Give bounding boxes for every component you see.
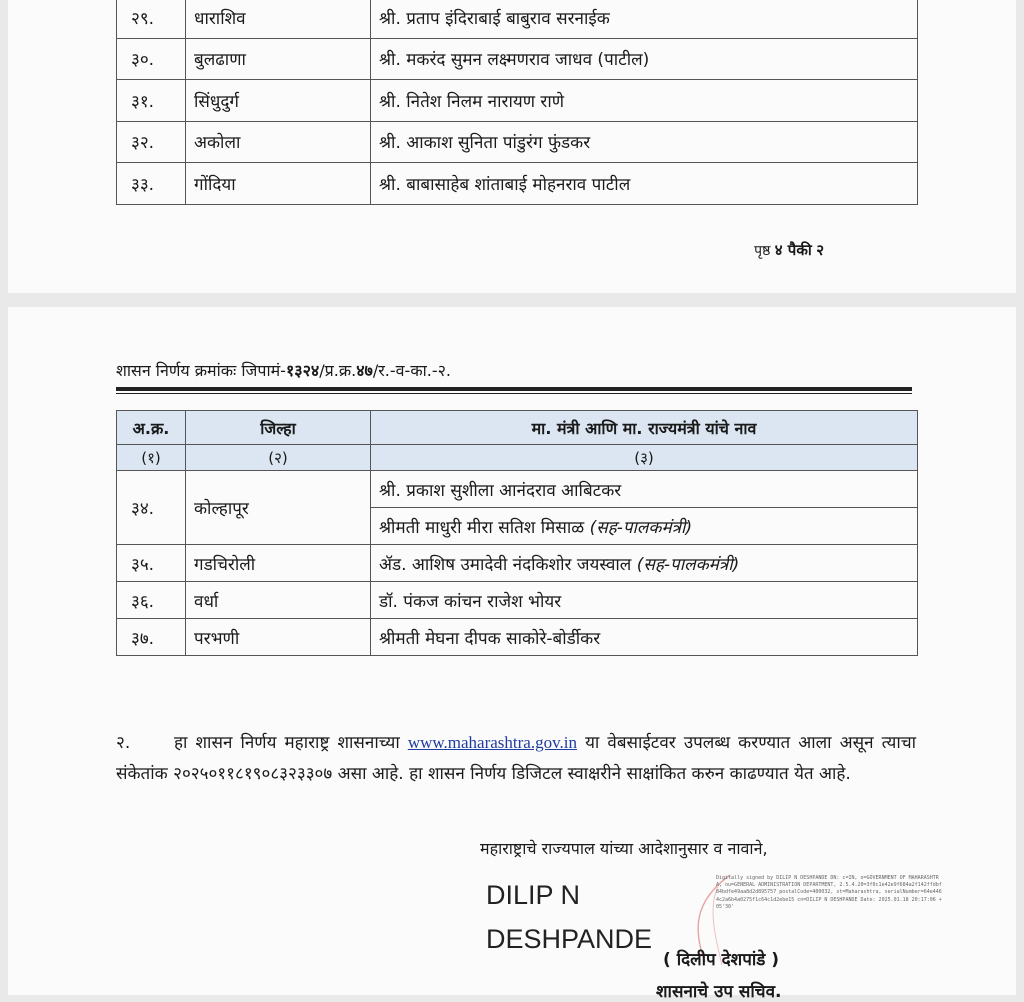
table-row: [117, 38, 918, 80]
digital-signature-details: Digitally signed by DILIP N DESHPANDE DN: c=IN, o=GOVERNMENT OF MAHARASHTRA, ou=GENERAL ADMINISTRATION DEPARTMENT, 2.5.4.20=3f0c1e42e9f684a2f142ffdbf84bdfe49aa8d2d895757 postalCode=400032, st=Maharashtra, serialNumber=64e4464c2a6b4a0275f1c64c1d2ebe15 cn=DILIP N DESHPANDE Date: 2025.01.18 20:17:06 +05'30': [716, 875, 942, 910]
cell-minister: श्री. नितेश निलम नारायण राणे: [371, 80, 918, 122]
table-row: [117, 582, 918, 619]
cell-serial: ३७.: [117, 619, 186, 656]
cell-serial: ३५.: [117, 545, 186, 582]
gr-reference-number: [116, 359, 451, 381]
header-serial: अ.क्र.: [117, 411, 186, 445]
cell-minister: [371, 545, 918, 582]
cell-serial: ३२.: [117, 121, 186, 163]
table-row: [117, 163, 918, 205]
header-minister: मा. मंत्री आणि मा. राज्यमंत्री यांचे नाव: [371, 411, 918, 445]
paragraph-number: २.: [116, 733, 131, 753]
cell-district: अकोला: [186, 121, 371, 163]
cell-serial: ३१.: [117, 80, 186, 122]
order-line: महाराष्ट्राचे राज्यपाल यांच्या आदेशानुसार व नावाने,: [480, 839, 768, 858]
cell-minister: श्री. बाबासाहेब शांताबाई मोहनराव पाटील: [371, 163, 918, 205]
cell-district: धाराशिव: [186, 0, 371, 38]
co-guardian-note: (सह-पालकमंत्री): [636, 554, 740, 575]
gr-prefix: शासन निर्णय क्रमांकः जिपामं-: [116, 361, 286, 380]
cell-serial: २९.: [117, 0, 186, 38]
minister-name: ॲड. आशिष उमादेवी नंदकिशोर जयस्वाल: [379, 554, 632, 575]
page-number-mid: ४ पैकी: [774, 241, 812, 259]
header-num-1: (१): [117, 445, 186, 471]
paragraph-text-start: हा शासन निर्णय महाराष्ट्र शासनाच्या: [174, 733, 400, 753]
page-number-prefix: पृष्ठ: [754, 243, 771, 259]
signer-line-2: DESHPANDE: [486, 924, 653, 954]
gr-suffix: /र.-व-का.-२.: [372, 361, 452, 380]
document-page-1: [8, 0, 1016, 293]
cell-district: गोंदिया: [186, 163, 371, 205]
cell-serial: ३६.: [117, 582, 186, 619]
cell-minister: श्री. आकाश सुनिता पांडुरंग फुंडकर: [371, 121, 918, 163]
table-row: [117, 0, 918, 38]
digital-signer-name: [486, 873, 652, 961]
signer-line-1: DILIP N: [486, 880, 581, 910]
document-page-2: [8, 307, 1016, 1002]
header-rule-thick: [116, 387, 912, 391]
table-row: [117, 471, 918, 508]
website-link[interactable]: www.maharashtra.gov.in: [407, 733, 577, 752]
publication-paragraph: [116, 727, 916, 790]
gr-number: १३२४: [285, 361, 320, 380]
cell-district: वर्धा: [186, 582, 371, 619]
cell-minister: श्री. प्रताप इंदिराबाई बाबुराव सरनाईक: [371, 0, 918, 38]
header-num-3: (३): [371, 445, 918, 471]
table-row: [117, 121, 918, 163]
guardian-minister-table: [116, 410, 918, 656]
page-number-current: २: [816, 241, 824, 259]
signatory-name-marathi: ( दिलीप देशपांडे ): [663, 950, 780, 970]
paragraph-text-end: या वेबसाईटवर उपलब्ध करण्यात आला असून त्याचा संकेतांक २०२५०११८१९०८३२३३०७ असा आहे. हा शासन निर्णय डिजिटल स्वाक्षरीने साक्षांकित करुन काढण्यात येत आहे.: [116, 733, 917, 784]
table-row: [117, 619, 918, 656]
cell-serial: ३३.: [117, 163, 186, 205]
table-row: [117, 545, 918, 582]
header-num-2: (२): [186, 445, 371, 471]
header-district: जिल्हा: [186, 411, 371, 445]
co-guardian-note: (सह-पालकमंत्री): [589, 517, 693, 538]
cell-serial: ३०.: [117, 38, 186, 80]
cell-district: गडचिरोली: [186, 545, 371, 582]
cell-district: कोल्हापूर: [186, 471, 371, 545]
cell-district: परभणी: [186, 619, 371, 656]
header-rule-thin: [116, 393, 912, 394]
minister-name: श्रीमती माधुरी मीरा सतिश मिसाळ: [379, 517, 585, 538]
gr-mid: /प्र.क्र.: [319, 361, 357, 380]
cell-minister: [371, 508, 918, 545]
cell-minister: श्री. मकरंद सुमन लक्ष्मणराव जाधव (पाटील): [371, 38, 918, 80]
signatory-designation: शासनाचे उप सचिव.: [656, 982, 782, 1002]
cell-minister: डॉ. पंकज कांचन राजेश भोयर: [371, 582, 918, 619]
page-number: [754, 240, 824, 260]
cell-district: बुलढाणा: [186, 38, 371, 80]
cell-minister: श्री. प्रकाश सुशीला आनंदराव आबिटकर: [371, 471, 918, 508]
cell-minister: श्रीमती मेघना दीपक साकोरे-बोर्डीकर: [371, 619, 918, 656]
gr-case: ४७: [356, 361, 373, 380]
cell-serial: ३४.: [117, 471, 186, 545]
guardian-minister-table-continued: [116, 0, 918, 205]
cell-district: सिंधुदुर्ग: [186, 80, 371, 122]
table-row: [117, 80, 918, 122]
